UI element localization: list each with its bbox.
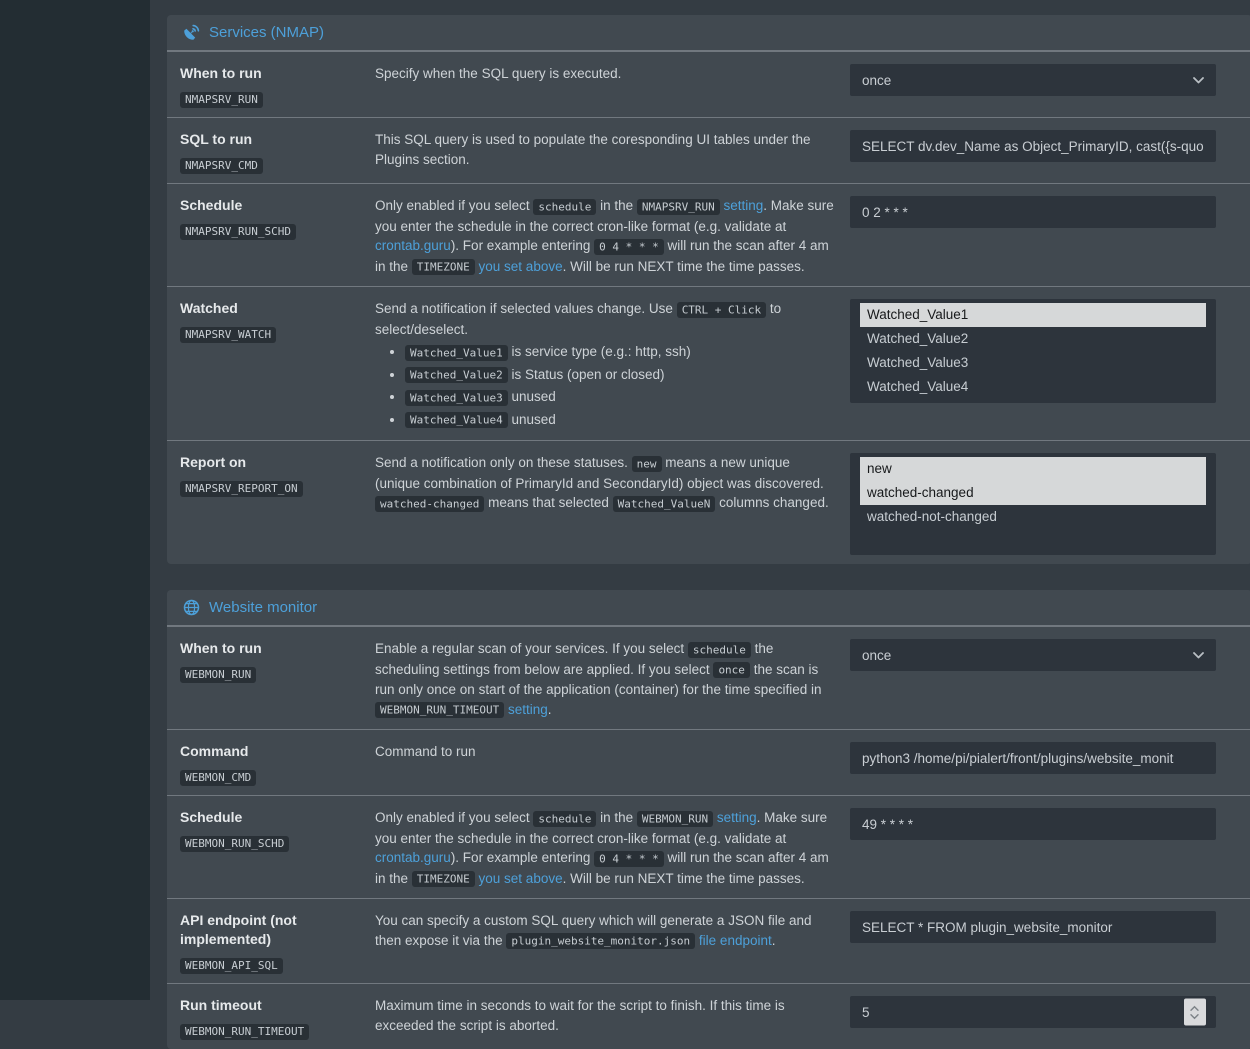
description-paragraph [375, 130, 835, 169]
sidebar [0, 0, 150, 1000]
inline-code: CTRL + Click [677, 302, 766, 318]
settings-row [167, 795, 1250, 898]
listbox-option[interactable]: Watched_Value4 [867, 379, 969, 394]
setting-name-cell [180, 996, 375, 1040]
setting-name: API endpoint (not implemented) [180, 912, 297, 947]
setting-name-cell [180, 639, 375, 683]
desc-text: This SQL query is used to populate the coresponding UI tables under the Plugins section. [375, 132, 811, 167]
desc-text: Send a notification if selected values change. Use [375, 301, 677, 316]
setting-control-cell [850, 196, 1216, 228]
desc-text: Specify when the SQL query is executed. [375, 66, 622, 81]
setting-name-cell [180, 64, 375, 108]
desc-text: will run the scan after 4 am in the [375, 850, 829, 886]
inline-code: 0 4 * * * [594, 239, 664, 255]
desc-text: . Will be run NEXT time the time passes. [562, 258, 805, 274]
link-file-endpoint[interactable]: file endpoint [698, 932, 772, 948]
setting-control-cell [850, 130, 1216, 162]
webmon-cmd-input[interactable] [850, 742, 1216, 774]
settings-row [167, 440, 1250, 564]
webmon-api-sql-input[interactable] [850, 911, 1216, 943]
desc-text: in the [596, 198, 637, 213]
setting-code-badge: WEBMON_RUN_SCHD [180, 836, 289, 852]
inline-code: Watched_Value3 [405, 390, 508, 406]
setting-code-badge: WEBMON_CMD [180, 770, 256, 786]
settings-row [167, 729, 1250, 795]
setting-name-cell [180, 911, 375, 974]
listbox-option[interactable]: Watched_Value2 [867, 331, 969, 346]
link-setting[interactable]: setting [507, 701, 548, 717]
link-setting[interactable]: setting [723, 198, 764, 213]
setting-name: Run timeout [180, 997, 262, 1013]
desc-text: . Make sure you enter the schedule in the correct cron-like format (e.g. validate at [375, 198, 834, 234]
setting-description [375, 453, 835, 514]
bullet-item [405, 386, 835, 409]
chevron-down-icon [1193, 77, 1204, 84]
nmapsrv-run-schd-input[interactable] [850, 196, 1216, 228]
setting-description [375, 299, 835, 431]
settings-row [167, 51, 1250, 117]
setting-name-cell [180, 196, 375, 240]
setting-description [375, 64, 835, 84]
inline-code: schedule [688, 642, 751, 658]
inline-code: WEBMON_RUN [637, 811, 713, 827]
input-value: SELECT dv.dev_Name as Object_PrimaryID, cast({s-quo [862, 138, 1204, 154]
settings-content [150, 0, 1250, 1038]
setting-code-badge: NMAPSRV_RUN_SCHD [180, 224, 296, 240]
setting-name: SQL to run [180, 131, 253, 147]
webmon-run-select[interactable] [850, 639, 1216, 671]
bullet-item [405, 409, 835, 432]
desc-text: means that selected [484, 495, 613, 510]
desc-text: Command to run [375, 744, 476, 759]
desc-text: in the [596, 810, 637, 825]
inline-code: once [713, 662, 750, 678]
desc-text: ). For example entering [450, 238, 595, 253]
inline-code: TIMEZONE [412, 259, 475, 275]
webmon-run-timeout-number-input[interactable] [850, 996, 1216, 1028]
input-value: 49 * * * * [862, 816, 914, 832]
inline-code: watched-changed [375, 496, 484, 512]
settings-row [167, 983, 1250, 1049]
select-value: once [862, 72, 892, 88]
desc-text: unused [507, 389, 556, 404]
setting-description [375, 808, 835, 889]
setting-name-cell [180, 808, 375, 852]
link-setting[interactable]: setting [716, 810, 757, 825]
setting-code-badge: WEBMON_RUN_TIMEOUT [180, 1024, 309, 1040]
inline-code: Watched_ValueN [613, 496, 716, 512]
desc-text: is Status (open or closed) [507, 366, 665, 382]
input-value: python3 /home/pi/pialert/front/plugins/website_monit [862, 750, 1174, 766]
desc-text: is service type (e.g.: http, ssh) [507, 344, 691, 359]
panel-header [167, 590, 1250, 626]
setting-code-badge: NMAPSRV_RUN [180, 92, 263, 108]
listbox-option[interactable]: watched-changed [860, 481, 1206, 505]
webmon-run-schd-input[interactable] [850, 808, 1216, 840]
inline-code: WEBMON_RUN_TIMEOUT [375, 702, 504, 718]
description-paragraph [375, 808, 835, 889]
description-paragraph [375, 64, 835, 84]
setting-name-cell [180, 130, 375, 174]
settings-row [167, 117, 1250, 183]
setting-control-cell [850, 453, 1216, 555]
setting-code-badge: WEBMON_RUN [180, 667, 256, 683]
setting-control-cell [850, 299, 1216, 403]
nmapsrv-watch-listbox [850, 299, 1216, 403]
setting-control-cell [850, 742, 1216, 774]
listbox-option[interactable]: new [860, 457, 1206, 481]
setting-description [375, 911, 835, 951]
setting-name: Watched [180, 300, 238, 316]
desc-text: will run the scan after 4 am in the [375, 238, 829, 274]
bullet-item [405, 341, 835, 364]
desc-text: Enable a regular scan of your services. If you select [375, 641, 688, 656]
setting-name: Report on [180, 454, 247, 470]
inline-code: Watched_Value4 [405, 412, 508, 428]
inline-code: NMAPSRV_RUN [637, 199, 720, 215]
input-value: SELECT * FROM plugin_website_monitor [862, 919, 1113, 935]
link-you-set-above[interactable]: you set above [478, 870, 563, 886]
desc-text: . [771, 932, 776, 948]
description-paragraph [375, 742, 835, 762]
listbox-option[interactable]: Watched_Value3 [867, 355, 969, 370]
setting-code-badge: NMAPSRV_WATCH [180, 327, 276, 343]
setting-name-cell [180, 453, 375, 497]
listbox-option[interactable]: Watched_Value1 [860, 303, 1206, 327]
settings-row [167, 626, 1250, 729]
nmapsrv-cmd-input[interactable] [850, 130, 1216, 162]
desc-text: . [547, 701, 552, 717]
setting-description [375, 130, 835, 169]
setting-name: Schedule [180, 809, 243, 825]
inline-code: Watched_Value1 [405, 345, 508, 361]
setting-name: Command [180, 743, 249, 759]
desc-text: Send a notification only on these statuses. [375, 455, 632, 470]
description-paragraph [375, 996, 835, 1035]
setting-description [375, 639, 835, 720]
desc-text: the scan is run only once on start of the application (container) for the time specified in [375, 661, 822, 697]
description-paragraph [375, 299, 835, 339]
input-value: 5 [862, 1004, 870, 1020]
inline-code: schedule [533, 811, 596, 827]
panel-title: Services (NMAP) [209, 24, 325, 41]
desc-text: the scheduling settings from below are applied. If you select [375, 641, 774, 677]
desc-text: unused [507, 411, 556, 427]
settings-row [167, 286, 1250, 440]
nmapsrv-report-on-listbox [850, 453, 1216, 555]
setting-control-cell [850, 996, 1216, 1028]
panel-services-nmap [167, 15, 1250, 564]
description-paragraph [375, 196, 835, 277]
desc-text: means a new unique (unique combination of PrimaryId and SecondaryId) object was discovered. [375, 455, 824, 491]
desc-text: . Will be run NEXT time the time passes. [562, 870, 805, 886]
listbox-option[interactable]: watched-not-changed [867, 509, 997, 524]
bullet-item [405, 364, 835, 387]
settings-row [167, 183, 1250, 286]
setting-description [375, 996, 835, 1035]
setting-control-cell [850, 639, 1216, 671]
desc-text: Maximum time in seconds to wait for the script to finish. If this time is exceeded the script is aborted. [375, 998, 785, 1033]
inline-code: new [632, 456, 662, 472]
link-crontab-guru[interactable]: crontab.guru [375, 850, 451, 865]
chevron-down-icon [1193, 652, 1204, 659]
number-spinner[interactable] [1184, 999, 1206, 1026]
desc-text: . Make sure you enter the schedule in the correct cron-like format (e.g. validate at [375, 810, 828, 846]
description-paragraph [375, 453, 835, 514]
description-paragraph [375, 639, 835, 720]
setting-code-badge: NMAPSRV_REPORT_ON [180, 481, 303, 497]
inline-code: schedule [533, 199, 596, 215]
setting-code-badge: WEBMON_API_SQL [180, 958, 283, 974]
desc-text: ). For example entering [450, 850, 595, 865]
inline-code: 0 4 * * * [594, 851, 664, 867]
description-paragraph [375, 911, 835, 951]
settings-row [167, 898, 1250, 983]
link-crontab-guru[interactable]: crontab.guru [375, 238, 451, 253]
satellite-dish-icon [183, 24, 200, 41]
desc-text: to select/deselect. [375, 301, 782, 337]
desc-text: You can specify a custom SQL query which will generate a JSON file and then expose it via the [375, 913, 812, 948]
inline-code: plugin_website_monitor.json [506, 933, 695, 949]
inline-code: TIMEZONE [412, 871, 475, 887]
globe-icon [183, 599, 200, 616]
panel-title: Website monitor [209, 599, 318, 616]
desc-text: Only enabled if you select [375, 198, 534, 213]
description-bullets [375, 341, 835, 431]
panel-website-monitor [167, 590, 1250, 1049]
setting-name: When to run [180, 65, 262, 81]
setting-code-badge: NMAPSRV_CMD [180, 158, 263, 174]
setting-description [375, 196, 835, 277]
setting-name: When to run [180, 640, 262, 656]
nmapsrv-run-select[interactable] [850, 64, 1216, 96]
setting-control-cell [850, 808, 1216, 840]
select-value: once [862, 647, 892, 663]
inline-code: Watched_Value2 [405, 367, 508, 383]
chevron-up-small-icon [1190, 1005, 1199, 1011]
setting-name-cell [180, 742, 375, 786]
desc-text: Only enabled if you select [375, 810, 534, 825]
setting-name: Schedule [180, 197, 243, 213]
panel-header [167, 15, 1250, 51]
desc-text: columns changed. [715, 495, 829, 510]
chevron-down-small-icon [1190, 1013, 1199, 1019]
link-you-set-above[interactable]: you set above [478, 258, 563, 274]
setting-control-cell [850, 911, 1216, 943]
setting-description [375, 742, 835, 762]
input-value: 0 2 * * * [862, 204, 908, 220]
setting-control-cell [850, 64, 1216, 96]
setting-name-cell [180, 299, 375, 343]
